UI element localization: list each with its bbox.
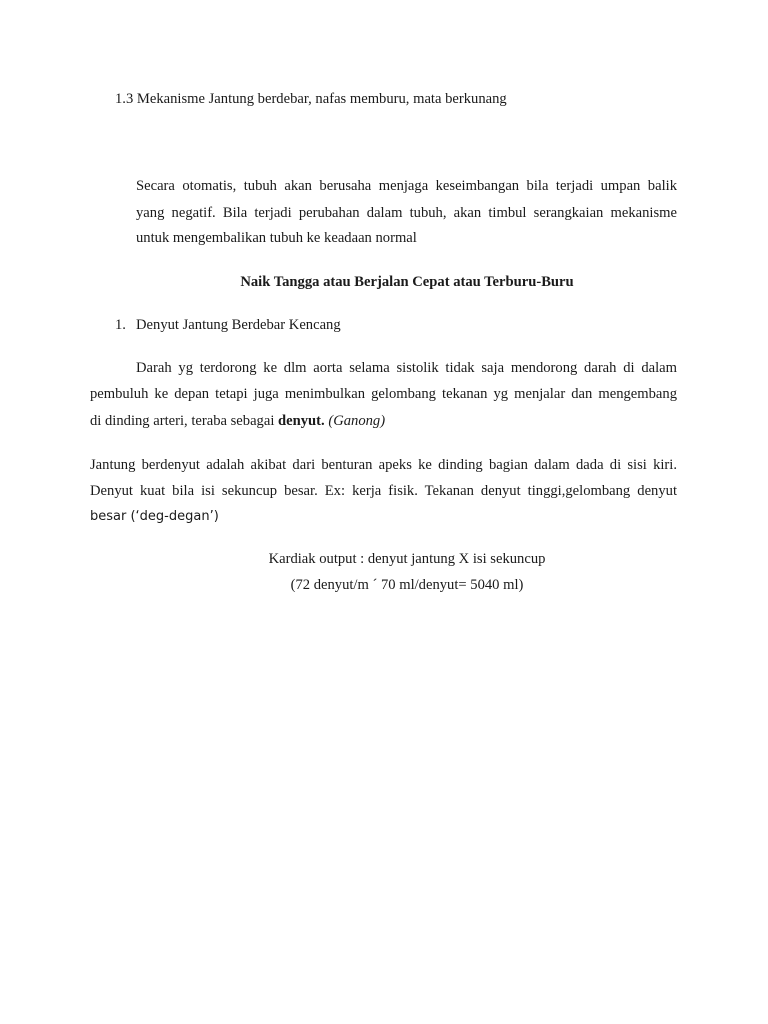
intro-line-3: untuk mengembalikan tubuh ke keadaan normal [136, 230, 417, 246]
intro-line-2: yang negatif. Bila terjadi perubahan dalam tubuh, akan timbul serangkaian mekanisme [136, 205, 677, 221]
subheading: Naik Tangga atau Berjalan Cepat atau Terburu-Buru [240, 274, 574, 290]
heart-line-3: besar (‘deg-degan’) [90, 509, 219, 524]
heart-line-2: Denyut kuat bila isi sekuncup besar. Ex: kerja fisik. Tekanan denyut tinggi,gelombang denyut [90, 483, 677, 499]
pulse-line-3 [90, 414, 385, 429]
section-heading: 1.3 Mekanisme Jantung berdebar, nafas memburu, mata berkunang [115, 91, 507, 107]
pulse-line-2: pembuluh ke depan tetapi juga menimbulkan gelombang tekanan yg menjalar dan mengembang [90, 386, 677, 402]
pulse-line-3-text: di dinding arteri, teraba sebagai [90, 413, 279, 429]
formula-line-1: Kardiak output : denyut jantung X isi sekuncup [268, 551, 546, 567]
heart-line-1: Jantung berdenyut adalah akibat dari benturan apeks ke dinding bagian dalam dada di sisi kiri. [90, 457, 677, 473]
pulse-bold-term: denyut. [278, 413, 325, 429]
intro-line-1: Secara otomatis, tubuh akan berusaha menjaga keseimbangan bila terjadi umpan balik [136, 178, 677, 194]
citation: (Ganong) [328, 413, 386, 429]
formula-line-2: (72 denyut/m ´ 70 ml/denyut= 5040 ml) [290, 577, 524, 593]
list-item-number: 1. [115, 317, 126, 333]
pulse-line-1: Darah yg terdorong ke dlm aorta selama sistolik tidak saja mendorong darah di dalam [136, 360, 677, 376]
list-item-text: Denyut Jantung Berdebar Kencang [136, 317, 341, 333]
